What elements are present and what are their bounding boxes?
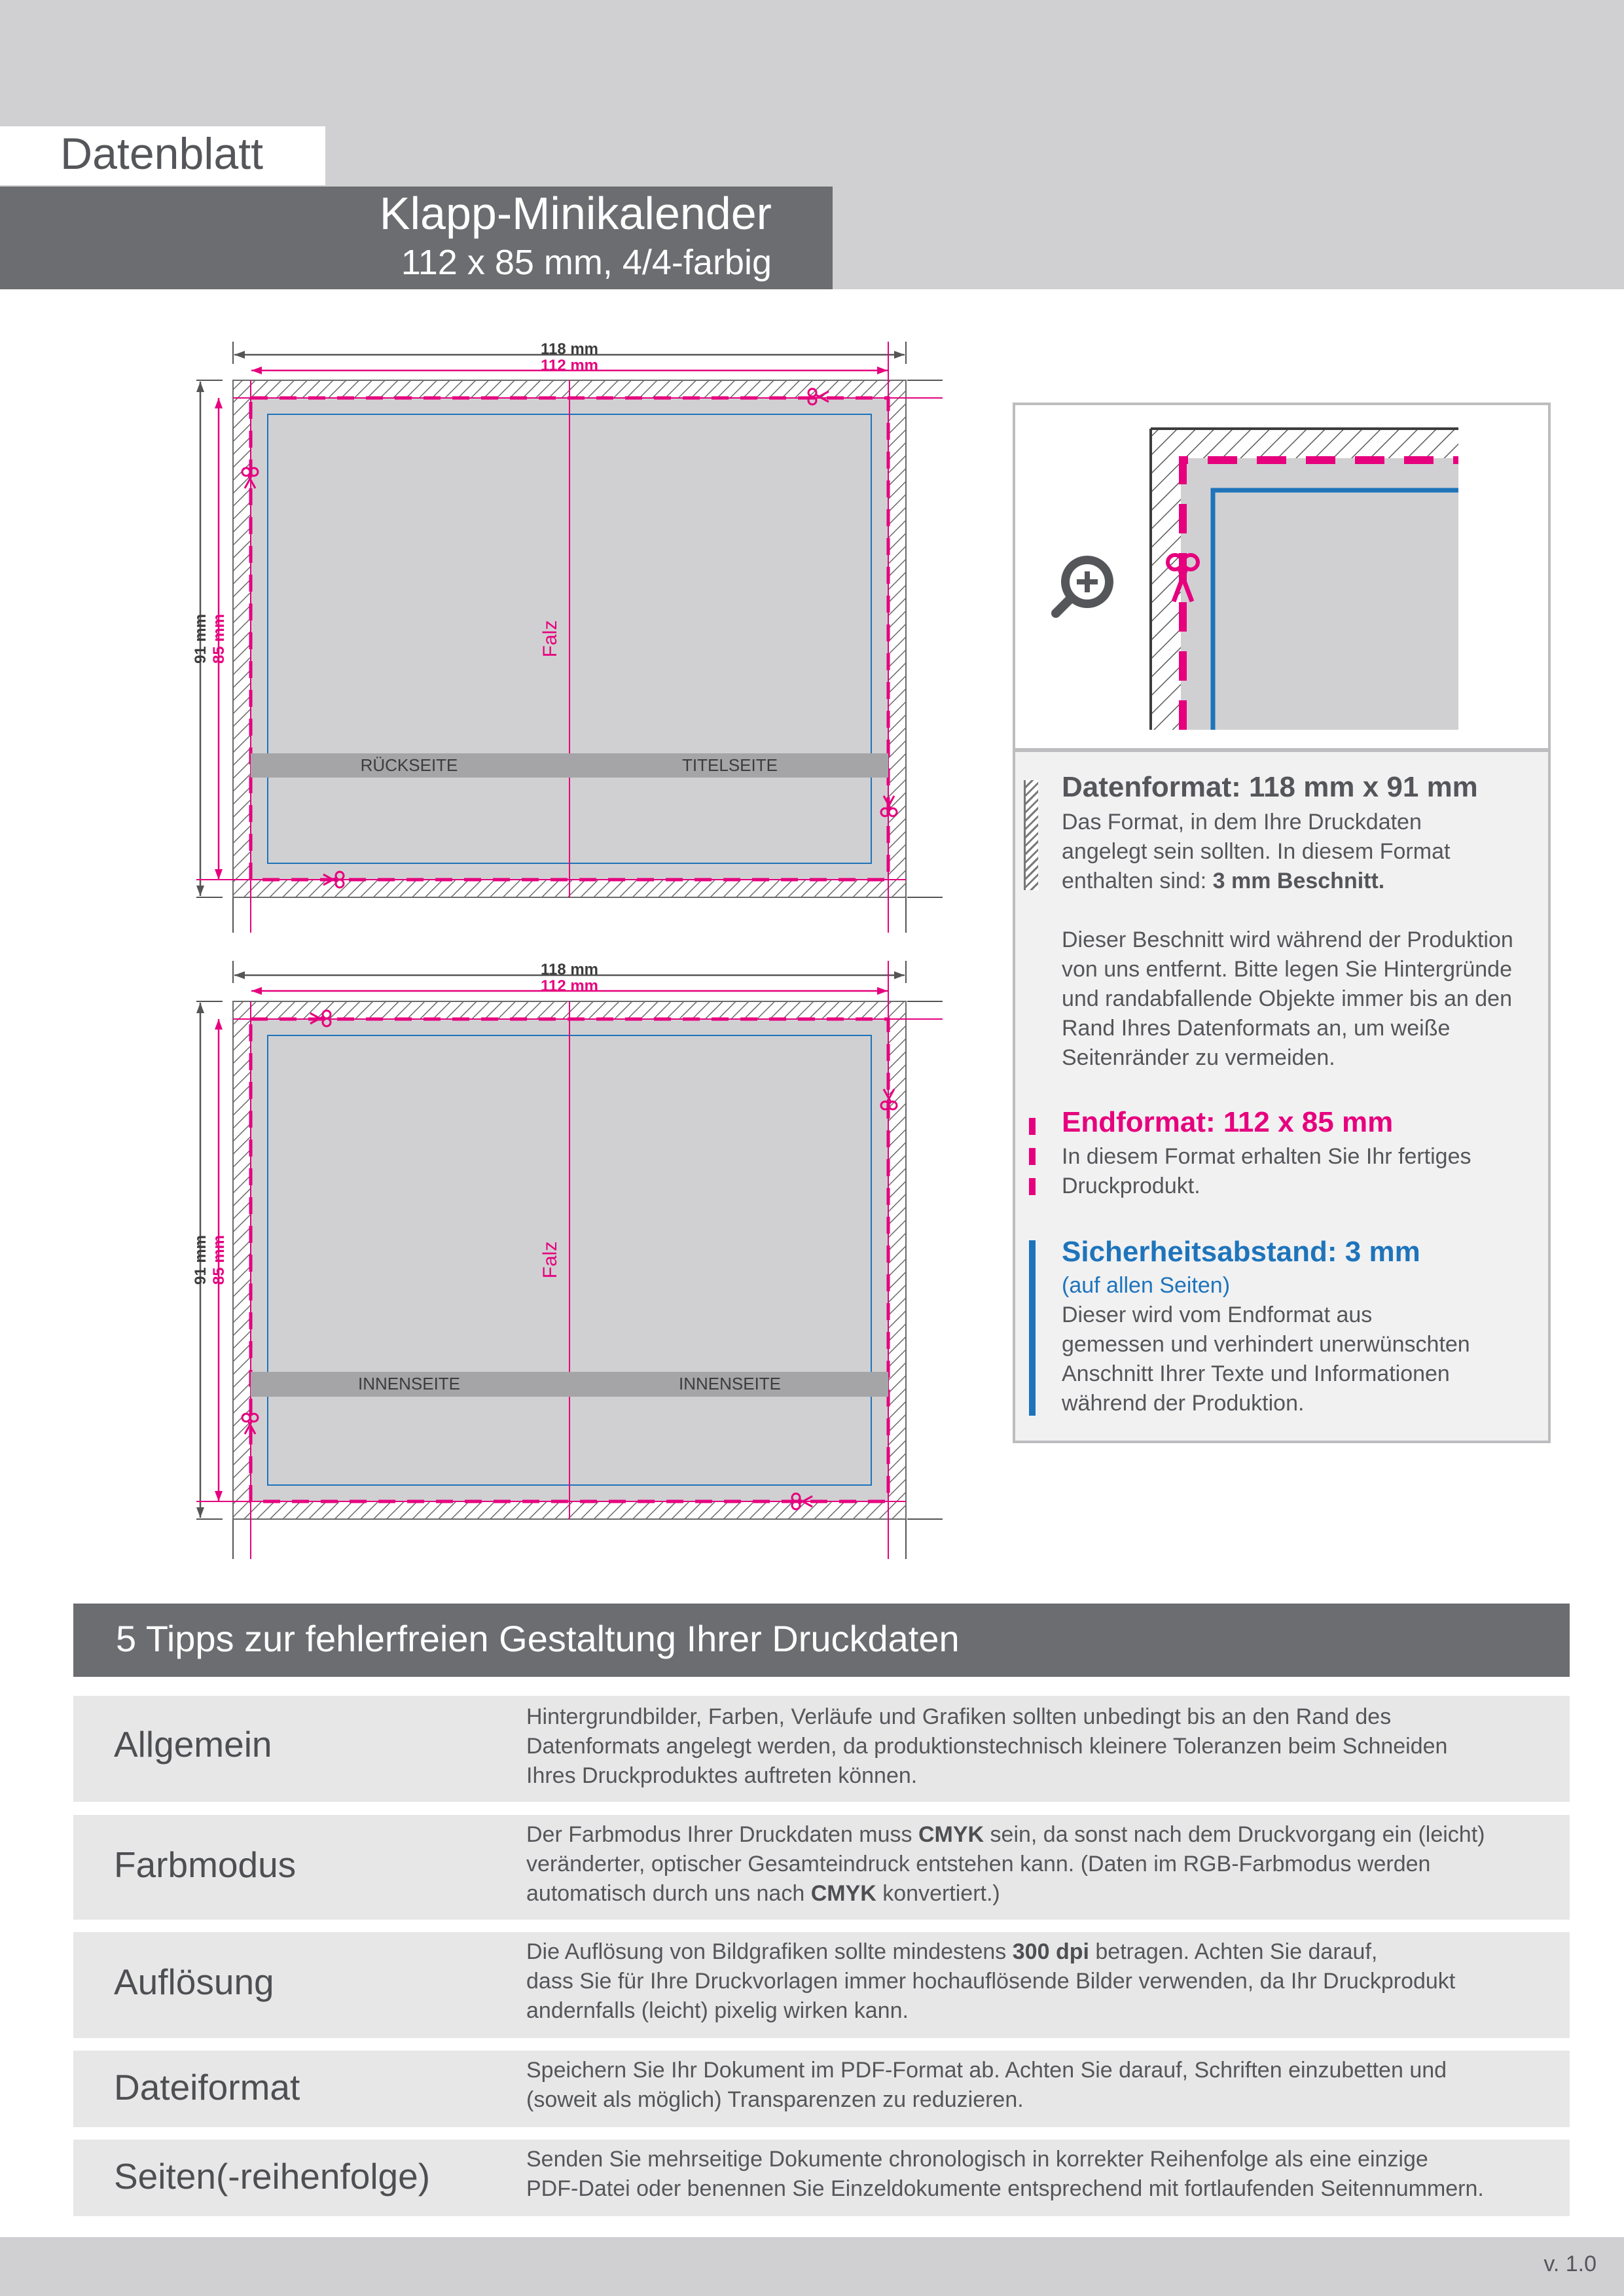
tip-text: Senden Sie mehrseitige Dokumente chronologisch in korrekter Reihenfolge als eine einzige PDF-Datei oder benennen Sie Einzeldokumente entsprechend mit fortlaufenden Seitennummern. [526,2147,1484,2201]
beschnitt-line: Rand Ihres Datenformats an, um weiße [1062,1016,1451,1041]
endformat-line: Druckprodukt. [1062,1174,1200,1198]
width-outer-label: 118 mm [540,340,599,358]
version-label: v. 1.0 [1543,2251,1597,2276]
sicherheit-line: während der Produktion. [1062,1391,1305,1416]
zoom-detail-panel [1013,403,1551,751]
format-diagrams [0,308,969,1584]
tip-text: Hintergrundbilder, Farben, Verläufe und Grafiken sollten unbedingt bis an den Rand des Datenformats angelegt werden, da produktionstechnisch kleinere Toleranzen beim Schneiden Ihres Druckproduktes auftreten können. [526,1704,1448,1788]
tip-row-dateiformat [73,2051,1570,2127]
panel-label-inside-left: INNENSEITE [357,1374,461,1393]
height-final-label: 85 mm [210,613,228,664]
diagram-back [192,961,943,1559]
page-subtitle: 112 x 85 mm, 4/4-farbig [401,243,772,282]
datenformat-line: angelegt sein sollten. In diesem Format [1062,839,1451,864]
endformat-line: In diesem Format erhalten Sie Ihr fertiges [1062,1144,1471,1169]
sicherheit-line: Dieser wird vom Endformat aus [1062,1302,1373,1327]
tip-label: Dateiformat [114,2067,300,2108]
tip-row-aufloesung [73,1932,1570,2038]
panel-label-title: TITELSEITE [682,755,778,775]
footer-band [0,2237,1624,2296]
bleed-marker [1024,780,1038,890]
panel-label-back: RÜCKSEITE [360,755,458,775]
tip-text: Der Farbmodus Ihrer Druckdaten muss CMYK sein, da sonst nach dem Druckvorgang ein (leicht) veränderter, optischer Gesamteindruck entstehen kann. (Daten im RGB-Farbmodus werden automatisch durch uns nach CMYK konvertiert.) [526,1822,1485,1906]
height-outer-label: 91 mm [192,613,209,664]
tip-label: Seiten(-reihenfolge) [114,2156,431,2197]
tip-row-seiten [73,2140,1570,2216]
tip-row-allgemein [73,1696,1570,1802]
sicherheit-subtitle: (auf allen Seiten) [1062,1273,1231,1298]
fold-label: Falz [539,1241,561,1279]
beschnitt-line: Seitenränder zu vermeiden. [1062,1045,1335,1070]
height-final-label: 85 mm [210,1234,228,1285]
tip-label: Farbmodus [114,1844,297,1885]
height-outer-label: 91 mm [192,1234,209,1285]
beschnitt-line: von uns entfernt. Bitte legen Sie Hintergründe [1062,957,1512,982]
panel-label-inside-right: INNENSEITE [678,1374,782,1393]
tip-label: Auflösung [114,1962,274,2002]
beschnitt-line: Dieser Beschnitt wird während der Produktion [1062,927,1513,952]
datenformat-title: Datenformat: 118 mm x 91 mm [1062,771,1478,803]
corner-detail [1015,405,1548,748]
tip-text: Speichern Sie Ihr Dokument im PDF-Format ab. Achten Sie darauf, Schriften einzubetten und (soweit als möglich) Transparenzen zu reduzieren. [526,2058,1447,2112]
document-tag: Datenblatt [60,129,263,179]
width-final-label: 112 mm [540,977,599,995]
width-outer-label: 118 mm [540,961,599,978]
width-final-label: 112 mm [540,357,599,374]
endformat-title: Endformat: 112 x 85 mm [1062,1106,1394,1138]
fold-label: Falz [539,620,561,658]
tip-row-farbmodus [73,1815,1570,1920]
beschnitt-line: und randabfallende Objekte immer bis an den [1062,986,1512,1011]
endformat-marker [1029,1118,1036,1200]
diagram-front [192,340,943,933]
safety-marker [1029,1240,1036,1416]
sicherheit-line: Anschnitt Ihrer Texte und Informationen [1062,1361,1450,1386]
tip-label: Allgemein [114,1724,272,1765]
page-title: Klapp-Minikalender [379,188,772,239]
tip-text: Die Auflösung von Bildgrafiken sollte mindestens 300 dpi betragen. Achten Sie darauf, dass Sie für Ihre Druckvorlagen immer hochauflösende Bilder verwenden, da Ihr Druckprodukt andernfalls (leicht) pixelig wirken kann. [526,1939,1456,2023]
datenformat-line: Das Format, in dem Ihre Druckdaten [1062,810,1422,834]
zoom-in-icon [1056,556,1113,613]
sicherheit-line: gemessen und verhindert unerwünschten [1062,1332,1470,1357]
datenformat-line: enthalten sind: 3 mm Beschnitt. [1062,869,1385,893]
tips-title: 5 Tipps zur fehlerfreien Gestaltung Ihrer Druckdaten [116,1618,960,1659]
sicherheit-title: Sicherheitsabstand: 3 mm [1062,1236,1420,1268]
